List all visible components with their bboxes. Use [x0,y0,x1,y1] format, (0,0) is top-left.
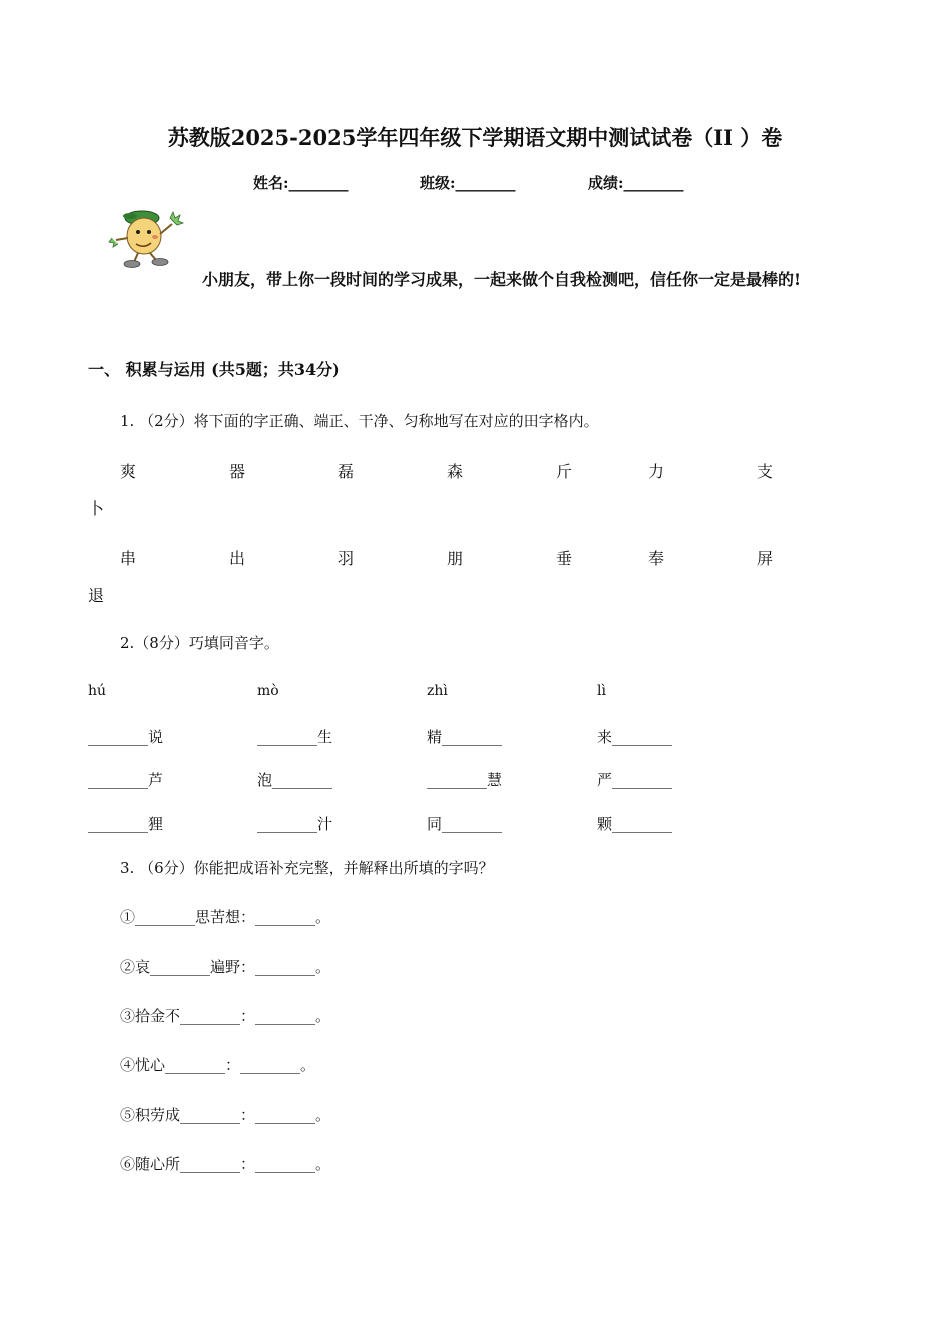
char-cell: 力 [648,462,665,481]
fill-blank: ________生 [257,728,333,746]
idiom-item: ②哀________遍野：________。 [120,958,331,976]
fill-blank: 泡________ [257,771,333,789]
idiom-item: ⑥随心所________：________。 [120,1155,331,1173]
char-cell: 退 [88,586,105,605]
mascot-illustration [108,204,188,270]
char-cell: 卜 [88,499,105,518]
char-cell: 器 [229,462,246,481]
name-field: 姓名:________ [253,174,349,192]
char-cell: 垂 [556,549,573,568]
idiom-item: ⑤积劳成________：________。 [120,1106,331,1124]
pinyin-label: mò [257,683,279,699]
char-cell: 屏 [757,549,774,568]
char-cell: 斤 [556,462,573,481]
question-2: 2.（8分）巧填同音字。 [120,634,279,652]
question-3: 3. （6分）你能把成语补充完整，并解释出所填的字吗？ [120,859,494,877]
char-cell: 森 [447,462,464,481]
idiom-item: ③拾金不________：________。 [120,1007,331,1025]
fill-blank: ________慧 [427,771,503,789]
fill-blank: 同________ [427,815,503,833]
char-cell: 奉 [648,549,665,568]
char-cell: 串 [120,549,137,568]
char-cell: 磊 [338,462,355,481]
fill-blank: ________芦 [88,771,164,789]
page-title: 苏教版2025-2025学年四年级下学期语文期中测试试卷（II ）卷 [167,125,783,150]
class-field: 班级:________ [420,174,516,192]
pinyin-label: hú [88,683,107,699]
char-cell: 朋 [447,549,464,568]
char-cell: 羽 [338,549,355,568]
fill-blank: ________汁 [257,815,333,833]
fill-blank: 严________ [597,771,673,789]
char-cell: 爽 [120,462,137,481]
score-field: 成绩:________ [588,174,684,192]
pinyin-label: lì [597,683,606,699]
fill-blank: 颗________ [597,815,673,833]
section-heading: 一、 积累与运用 (共5题；共34分) [88,360,340,379]
idiom-item: ①________思苦想：________。 [120,908,331,926]
intro-label: 小朋友，带上你一段时间的学习成果，一起来做个自我检测吧，信任你一定是最棒的! [202,270,802,289]
pinyin-label: zhì [427,683,448,699]
fill-blank: 来________ [597,728,673,746]
idiom-item: ④忧心________：________。 [120,1056,316,1074]
char-cell: 出 [229,549,246,568]
fill-blank: ________说 [88,728,164,746]
char-cell: 支 [757,462,774,481]
fill-blank: ________狸 [88,815,164,833]
question-1: 1. （2分）将下面的字正确、端正、干净、匀称地写在对应的田字格内。 [120,412,599,430]
fill-blank: 精________ [427,728,503,746]
intro-text [88,262,868,298]
